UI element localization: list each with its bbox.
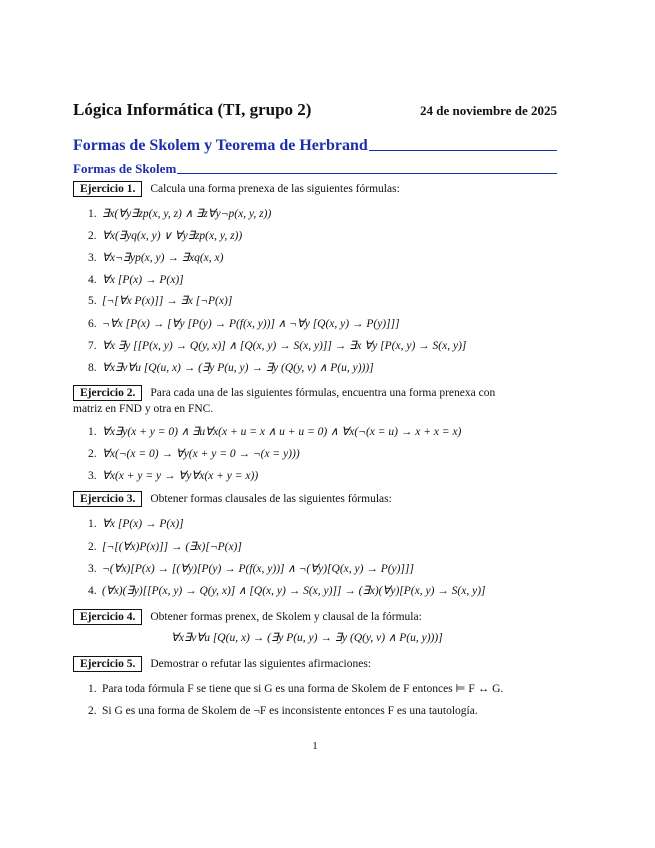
exercise-1-item: 5. [¬[∀x P(x)]] → ∃x [¬P(x)] — [88, 295, 233, 307]
exercise-1-header — [73, 181, 557, 197]
subsection-rule — [177, 173, 557, 174]
exercise-2-item: 1. ∀x∃y(x + y = 0) ∧ ∃u∀x(x + u = x ∧ u + u = 0) ∧ ∀x(¬(x = u) → x + x = x) — [88, 426, 462, 438]
exercise-3-item: 1. ∀x [P(x) → P(x)] — [88, 518, 184, 530]
exercise-3-text: Obtener formas clausales de las siguientes fórmulas: — [150, 493, 392, 505]
exercise-2-text-line1: Para cada una de las siguientes fórmulas, encuentra una forma prenexa con — [150, 387, 496, 399]
exercise-2-item: 2. ∀x(¬(x = 0) → ∀y(x + y = 0 → ¬(x = y))) — [88, 448, 300, 460]
exercise-3-header — [73, 491, 557, 507]
exercise-4-label: Ejercicio 4. — [73, 609, 142, 625]
exercise-1-item: 2. ∀x(∃yq(x, y) ∨ ∀y∃zp(x, y, z)) — [88, 230, 243, 242]
exercise-5-item: 2. Si G es una forma de Skolem de ¬F es inconsistente entonces F es una tautología. — [88, 705, 478, 717]
exercise-2-item: 3. ∀x(x + y = y → ∀y∀x(x + y = x)) — [88, 470, 259, 482]
exercise-1-item: 1. ∃x(∀y∃zp(x, y, z) ∧ ∃z∀y¬p(x, y, z)) — [88, 208, 272, 220]
exercise-4-header — [73, 609, 557, 625]
exercise-1-item: 7. ∀x ∃y [[P(x, y) → Q(y, x)] ∧ [Q(x, y) → S(x, y)]] → ∃x ∀y [P(x, y) → S(x, y)] — [88, 340, 467, 352]
exercise-5-item: 1. Para toda fórmula F se tiene que si G es una forma de Skolem de F entonces ⊨ F ↔ G. — [88, 683, 504, 695]
subsection-title-text: Formas de Skolem — [73, 161, 177, 176]
exercise-1-item: 8. ∀x∃v∀u [Q(u, x) → (∃y P(u, y) → ∃y (Q(y, v) ∧ P(u, y)))] — [88, 362, 374, 374]
exercise-5-label: Ejercicio 5. — [73, 656, 142, 672]
exercise-4-text: Obtener formas prenex, de Skolem y clausal de la fórmula: — [150, 611, 422, 623]
exercise-3-label: Ejercicio 3. — [73, 491, 142, 507]
exercise-2-text-line2: matriz en FND y otra en FNC. — [73, 403, 214, 415]
exercise-1-item: 3. ∀x¬∃yp(x, y) → ∃xq(x, x) — [88, 252, 224, 264]
exercise-3-item: 2. [¬[(∀x)P(x)]] → (∃x)[¬P(x)] — [88, 541, 242, 553]
subsection-title — [73, 161, 557, 177]
exercise-2-header — [73, 385, 557, 417]
exercise-3-item: 3. ¬(∀x)[P(x) → [(∀y)[P(y) → P(f(x, y))] ∧ ¬(∀y)[Q(x, y) → P(y)]]] — [88, 563, 414, 575]
exercise-1-item: 4. ∀x [P(x) → P(x)] — [88, 274, 184, 286]
exercise-1-item: 6. ¬∀x [P(x) → [∀y [P(y) → P(f(x, y))] ∧ ¬∀y [Q(x, y) → P(y)]]] — [88, 318, 400, 330]
exercise-5-header — [73, 656, 557, 672]
page-number: 1 — [312, 740, 318, 752]
section-title — [73, 135, 557, 155]
exercise-3-item: 4. (∀x)(∃y)[[P(x, y) → Q(y, x)] ∧ [Q(x, y) → S(x, y)]] → (∃x)(∀y)[P(x, y) → S(x, y)] — [88, 585, 486, 597]
document-title: Lógica Informática (TI, grupo 2) — [73, 100, 312, 119]
exercise-5-text: Demostrar o refutar las siguientes afirmaciones: — [150, 658, 372, 670]
section-title-text: Formas de Skolem y Teorema de Herbrand — [73, 137, 368, 154]
section-rule — [369, 150, 557, 151]
exercise-4-formula: ∀x∃v∀u [Q(u, x) → (∃y P(u, y) → ∃y (Q(y, v) ∧ P(u, y)))] — [171, 632, 443, 644]
exercise-1-label: Ejercicio 1. — [73, 181, 142, 197]
document-date: 24 de noviembre de 2025 — [420, 103, 557, 118]
document-header — [73, 100, 557, 122]
exercise-2-label: Ejercicio 2. — [73, 385, 142, 401]
exercise-1-text: Calcula una forma prenexa de las siguientes fórmulas: — [150, 183, 400, 195]
